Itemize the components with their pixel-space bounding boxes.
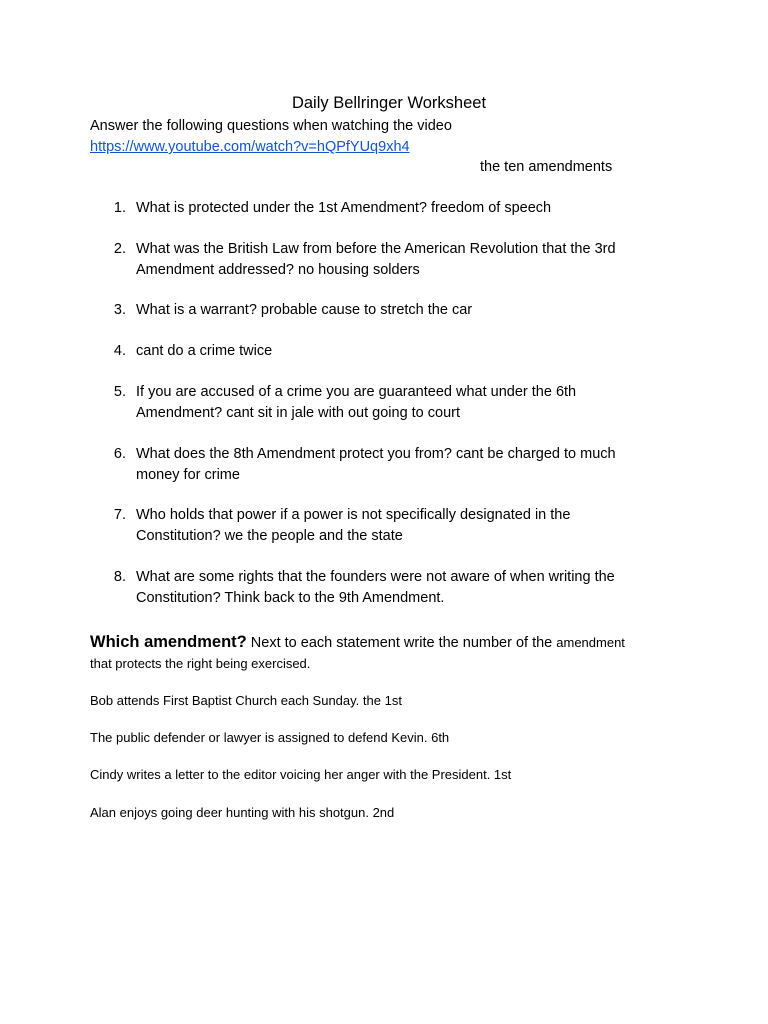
question-number: 7. [113, 507, 126, 523]
section-heading [90, 632, 690, 653]
question-number: 1. [113, 200, 126, 216]
question-line: Amendment addressed? no housing solders [136, 261, 420, 278]
question-number: 6. [113, 446, 126, 462]
page-title: Daily Bellringer Worksheet [291, 94, 487, 112]
question-line: What was the British Law from before the American Revolution that the 3rd [136, 241, 616, 257]
section-heading-small: amendment [556, 635, 625, 650]
question-line: What is a warrant? probable cause to stretch the car [136, 302, 473, 318]
question-text [136, 444, 656, 485]
note-text: the ten amendments [480, 159, 613, 175]
section-instructions: that protects the right being exercised. [90, 656, 311, 671]
question-line: What does the 8th Amendment protect you from? cant be charged to much [136, 446, 616, 462]
question-number: 4. [113, 343, 126, 359]
statement-item: Cindy writes a letter to the editor voicing her anger with the President. 1st [90, 767, 512, 782]
question-number: 3. [113, 302, 126, 318]
question-line: Constitution? Think back to the 9th Amendment. [136, 589, 445, 606]
question-line: Who holds that power if a power is not specifically designated in the [136, 507, 571, 523]
question-line: Amendment? cant sit in jale with out going to court [136, 404, 461, 421]
question-text [136, 382, 656, 423]
question-text [136, 198, 656, 219]
video-link[interactable]: https://www.youtube.com/watch?v=hQPfYUq9xh4 [90, 139, 410, 155]
question-line: What is protected under the 1st Amendment? freedom of speech [136, 200, 552, 216]
statement-item: Bob attends First Baptist Church each Sunday. the 1st [90, 693, 402, 708]
question-line: Constitution? we the people and the state [136, 527, 403, 544]
question-text [136, 567, 656, 608]
question-text [136, 341, 656, 362]
question-line: money for crime [136, 466, 240, 483]
question-line: If you are accused of a crime you are guaranteed what under the 6th [136, 384, 577, 400]
statement-item: Alan enjoys going deer hunting with his shotgun. 2nd [90, 805, 395, 820]
question-text [136, 239, 656, 280]
intro-text: Answer the following questions when watching the video [90, 118, 452, 134]
question-line: cant do a crime twice [136, 343, 273, 359]
question-number: 5. [113, 384, 126, 400]
question-line: What are some rights that the founders were not aware of when writing the [136, 569, 615, 585]
section-heading-text: Next to each statement write the number of the [250, 635, 553, 651]
section-heading-bold: Which amendment? [90, 633, 247, 651]
question-number: 2. [113, 241, 126, 257]
question-text [136, 300, 656, 321]
statement-item: The public defender or lawyer is assigned to defend Kevin. 6th [90, 730, 450, 745]
question-number: 8. [113, 569, 126, 585]
question-text [136, 505, 656, 546]
